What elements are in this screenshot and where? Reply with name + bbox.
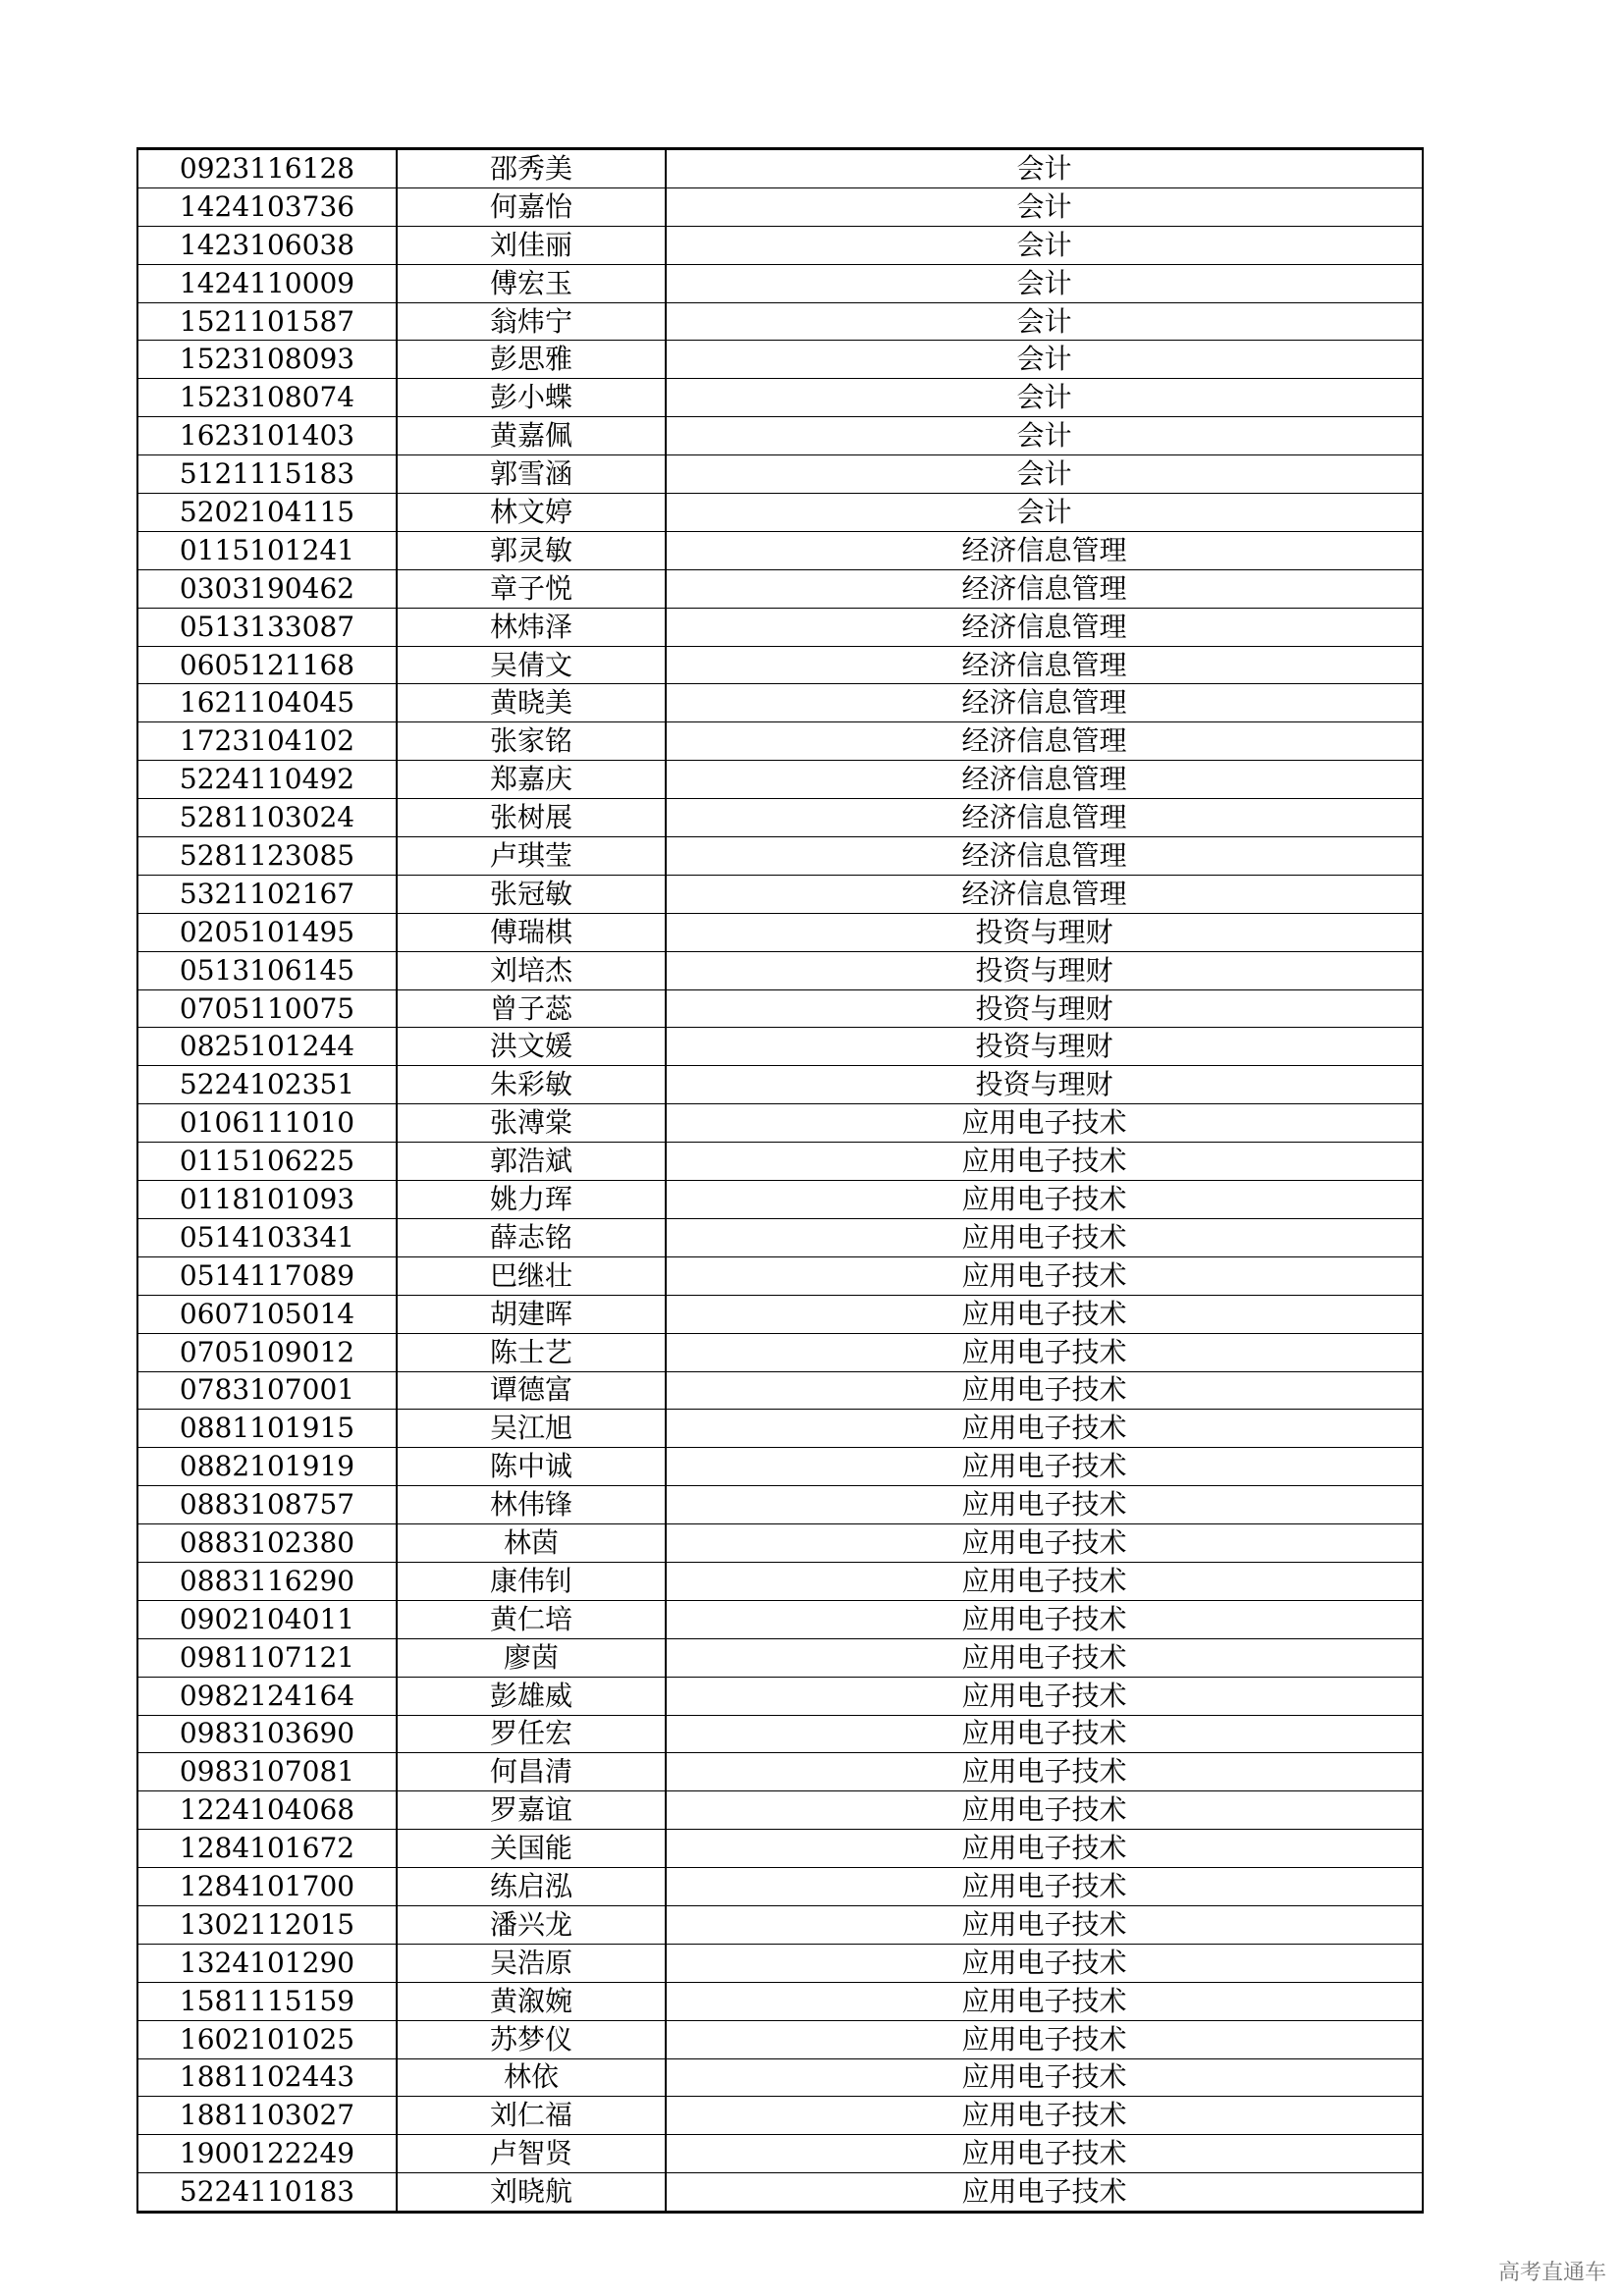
student-name-cell: 张家铭 <box>397 722 666 761</box>
student-name-cell: 吴倩文 <box>397 646 666 684</box>
exam-number-cell: 0981107121 <box>137 1638 397 1677</box>
table-row <box>137 1791 1423 1830</box>
student-name-cell: 朱彩敏 <box>397 1066 666 1104</box>
major-cell: 应用电子技术 <box>666 1944 1423 1982</box>
table-row <box>137 379 1423 417</box>
exam-number-cell: 0882101919 <box>137 1448 397 1486</box>
major-cell: 经济信息管理 <box>666 875 1423 913</box>
exam-number-cell: 0902104011 <box>137 1600 397 1638</box>
student-name-cell: 卢琪莹 <box>397 837 666 876</box>
exam-number-cell: 0705109012 <box>137 1333 397 1371</box>
major-cell: 经济信息管理 <box>666 799 1423 837</box>
major-cell: 投资与理财 <box>666 913 1423 951</box>
exam-number-cell: 0825101244 <box>137 1028 397 1066</box>
table-row <box>137 1562 1423 1600</box>
student-name-cell: 林茵 <box>397 1524 666 1563</box>
exam-number-cell: 5224110492 <box>137 761 397 799</box>
exam-number-cell: 0883108757 <box>137 1486 397 1524</box>
student-name-cell: 张溥棠 <box>397 1104 666 1143</box>
exam-number-cell: 1602101025 <box>137 2020 397 2058</box>
exam-number-cell: 0513106145 <box>137 951 397 989</box>
major-cell: 投资与理财 <box>666 989 1423 1028</box>
major-cell: 会计 <box>666 494 1423 532</box>
exam-number-cell: 5281103024 <box>137 799 397 837</box>
table-row <box>137 1143 1423 1181</box>
major-cell: 应用电子技术 <box>666 1562 1423 1600</box>
student-name-cell: 姚力珲 <box>397 1181 666 1219</box>
exam-number-cell: 0705110075 <box>137 989 397 1028</box>
major-cell: 应用电子技术 <box>666 1715 1423 1753</box>
table-row <box>137 608 1423 646</box>
table-row <box>137 1295 1423 1333</box>
exam-number-cell: 1623101403 <box>137 417 397 455</box>
student-name-cell: 傅宏玉 <box>397 264 666 302</box>
table-row <box>137 417 1423 455</box>
major-cell: 会计 <box>666 341 1423 379</box>
student-name-cell: 罗任宏 <box>397 1715 666 1753</box>
table-row <box>137 302 1423 341</box>
table-row <box>137 1218 1423 1256</box>
student-name-cell: 曾子蕊 <box>397 989 666 1028</box>
table-row <box>137 1066 1423 1104</box>
student-name-cell: 何嘉怡 <box>397 187 666 226</box>
major-cell: 应用电子技术 <box>666 1638 1423 1677</box>
exam-number-cell: 0115101241 <box>137 531 397 569</box>
exam-number-cell: 1423106038 <box>137 226 397 264</box>
student-name-cell: 傅瑞棋 <box>397 913 666 951</box>
table-row <box>137 149 1423 188</box>
student-name-cell: 林炜泽 <box>397 608 666 646</box>
student-name-cell: 康伟钊 <box>397 1562 666 1600</box>
table-row <box>137 1410 1423 1448</box>
student-name-cell: 彭小蝶 <box>397 379 666 417</box>
table-row <box>137 187 1423 226</box>
major-cell: 会计 <box>666 264 1423 302</box>
table-row <box>137 1830 1423 1868</box>
exam-number-cell: 0205101495 <box>137 913 397 951</box>
exam-number-cell: 0514103341 <box>137 1218 397 1256</box>
table-row <box>137 494 1423 532</box>
exam-number-cell: 1900122249 <box>137 2135 397 2173</box>
table-row <box>137 1868 1423 1906</box>
exam-number-cell: 5321102167 <box>137 875 397 913</box>
table-row <box>137 2097 1423 2135</box>
table-row <box>137 646 1423 684</box>
exam-number-cell: 1881103027 <box>137 2097 397 2135</box>
exam-number-cell: 5202104115 <box>137 494 397 532</box>
student-name-cell: 谭德富 <box>397 1371 666 1410</box>
table-row <box>137 2173 1423 2213</box>
student-name-cell: 刘培杰 <box>397 951 666 989</box>
major-cell: 应用电子技术 <box>666 1371 1423 1410</box>
student-name-cell: 黄晓美 <box>397 684 666 722</box>
exam-number-cell: 1621104045 <box>137 684 397 722</box>
table-row <box>137 455 1423 494</box>
major-cell: 应用电子技术 <box>666 1868 1423 1906</box>
student-name-cell: 吴江旭 <box>397 1410 666 1448</box>
major-cell: 应用电子技术 <box>666 1218 1423 1256</box>
student-name-cell: 洪文媛 <box>397 1028 666 1066</box>
exam-number-cell: 0303190462 <box>137 569 397 608</box>
major-cell: 会计 <box>666 455 1423 494</box>
student-name-cell: 陈士艺 <box>397 1333 666 1371</box>
major-cell: 应用电子技术 <box>666 1333 1423 1371</box>
admission-list-table <box>136 147 1424 2214</box>
exam-number-cell: 0607105014 <box>137 1295 397 1333</box>
table-row <box>137 341 1423 379</box>
student-name-cell: 林文婷 <box>397 494 666 532</box>
table-row <box>137 951 1423 989</box>
exam-number-cell: 1324101290 <box>137 1944 397 1982</box>
major-cell: 应用电子技术 <box>666 2058 1423 2097</box>
student-name-cell: 苏梦仪 <box>397 2020 666 2058</box>
student-name-cell: 薛志铭 <box>397 1218 666 1256</box>
table-row <box>137 1524 1423 1563</box>
major-cell: 应用电子技术 <box>666 1830 1423 1868</box>
student-name-cell: 张树展 <box>397 799 666 837</box>
student-name-cell: 卢智贤 <box>397 2135 666 2173</box>
exam-number-cell: 0783107001 <box>137 1371 397 1410</box>
major-cell: 投资与理财 <box>666 1028 1423 1066</box>
major-cell: 应用电子技术 <box>666 1410 1423 1448</box>
major-cell: 投资与理财 <box>666 951 1423 989</box>
major-cell: 应用电子技术 <box>666 2135 1423 2173</box>
table-row <box>137 722 1423 761</box>
student-name-cell: 吴浩原 <box>397 1944 666 1982</box>
major-cell: 经济信息管理 <box>666 531 1423 569</box>
exam-number-cell: 1523108074 <box>137 379 397 417</box>
table-row <box>137 875 1423 913</box>
student-name-cell: 罗嘉谊 <box>397 1791 666 1830</box>
major-cell: 经济信息管理 <box>666 569 1423 608</box>
table-row <box>137 531 1423 569</box>
table-row <box>137 1028 1423 1066</box>
major-cell: 经济信息管理 <box>666 722 1423 761</box>
student-name-cell: 巴继壮 <box>397 1256 666 1295</box>
student-name-cell: 彭思雅 <box>397 341 666 379</box>
student-name-cell: 林依 <box>397 2058 666 2097</box>
major-cell: 应用电子技术 <box>666 1104 1423 1143</box>
major-cell: 应用电子技术 <box>666 1600 1423 1638</box>
student-name-cell: 郭灵敏 <box>397 531 666 569</box>
major-cell: 经济信息管理 <box>666 646 1423 684</box>
exam-number-cell: 0514117089 <box>137 1256 397 1295</box>
major-cell: 经济信息管理 <box>666 837 1423 876</box>
exam-number-cell: 0106111010 <box>137 1104 397 1143</box>
exam-number-cell: 0115106225 <box>137 1143 397 1181</box>
exam-number-cell: 0883102380 <box>137 1524 397 1563</box>
table-row <box>137 1638 1423 1677</box>
major-cell: 应用电子技术 <box>666 1295 1423 1333</box>
major-cell: 应用电子技术 <box>666 2173 1423 2213</box>
student-name-cell: 郑嘉庆 <box>397 761 666 799</box>
exam-number-cell: 1523108093 <box>137 341 397 379</box>
table-row <box>137 1486 1423 1524</box>
student-name-cell: 黄仁培 <box>397 1600 666 1638</box>
exam-number-cell: 5224110183 <box>137 2173 397 2213</box>
student-name-cell: 翁炜宁 <box>397 302 666 341</box>
exam-number-cell: 0513133087 <box>137 608 397 646</box>
table-row <box>137 837 1423 876</box>
major-cell: 应用电子技术 <box>666 1448 1423 1486</box>
table-row <box>137 799 1423 837</box>
major-cell: 会计 <box>666 379 1423 417</box>
table-row <box>137 1905 1423 1944</box>
exam-number-cell: 0605121168 <box>137 646 397 684</box>
exam-number-cell: 5281123085 <box>137 837 397 876</box>
major-cell: 应用电子技术 <box>666 1486 1423 1524</box>
student-name-cell: 练启泓 <box>397 1868 666 1906</box>
major-cell: 应用电子技术 <box>666 1982 1423 2020</box>
table-row <box>137 264 1423 302</box>
exam-number-cell: 1284101700 <box>137 1868 397 1906</box>
table-row <box>137 1677 1423 1715</box>
table-row <box>137 761 1423 799</box>
major-cell: 应用电子技术 <box>666 2097 1423 2135</box>
exam-number-cell: 1302112015 <box>137 1905 397 1944</box>
major-cell: 会计 <box>666 226 1423 264</box>
exam-number-cell: 0983103690 <box>137 1715 397 1753</box>
student-name-cell: 张冠敏 <box>397 875 666 913</box>
table-body <box>137 149 1423 2213</box>
major-cell: 经济信息管理 <box>666 761 1423 799</box>
table-row <box>137 1181 1423 1219</box>
student-name-cell: 关国能 <box>397 1830 666 1868</box>
table-row <box>137 2135 1423 2173</box>
student-name-cell: 何昌清 <box>397 1753 666 1791</box>
major-cell: 投资与理财 <box>666 1066 1423 1104</box>
exam-number-cell: 5121115183 <box>137 455 397 494</box>
exam-number-cell: 1723104102 <box>137 722 397 761</box>
exam-number-cell: 0881101915 <box>137 1410 397 1448</box>
table-row <box>137 569 1423 608</box>
table-row <box>137 1448 1423 1486</box>
table-row <box>137 1944 1423 1982</box>
exam-number-cell: 1424103736 <box>137 187 397 226</box>
table-row <box>137 989 1423 1028</box>
exam-number-cell: 0923116128 <box>137 149 397 188</box>
exam-number-cell: 5224102351 <box>137 1066 397 1104</box>
major-cell: 应用电子技术 <box>666 1791 1423 1830</box>
table-row <box>137 1333 1423 1371</box>
major-cell: 经济信息管理 <box>666 684 1423 722</box>
exam-number-cell: 0118101093 <box>137 1181 397 1219</box>
table-row <box>137 2020 1423 2058</box>
major-cell: 应用电子技术 <box>666 1181 1423 1219</box>
exam-number-cell: 0883116290 <box>137 1562 397 1600</box>
student-name-cell: 彭雄威 <box>397 1677 666 1715</box>
major-cell: 会计 <box>666 417 1423 455</box>
student-name-cell: 胡建晖 <box>397 1295 666 1333</box>
table-row <box>137 1753 1423 1791</box>
student-name-cell: 黄溆婉 <box>397 1982 666 2020</box>
table-row <box>137 1256 1423 1295</box>
major-cell: 应用电子技术 <box>666 1256 1423 1295</box>
major-cell: 会计 <box>666 149 1423 188</box>
watermark: 高考直通车 <box>1497 2261 1606 2285</box>
student-name-cell: 郭浩斌 <box>397 1143 666 1181</box>
table-row <box>137 1982 1423 2020</box>
exam-number-cell: 1224104068 <box>137 1791 397 1830</box>
table-row <box>137 1104 1423 1143</box>
exam-number-cell: 1424110009 <box>137 264 397 302</box>
exam-number-cell: 1581115159 <box>137 1982 397 2020</box>
major-cell: 会计 <box>666 187 1423 226</box>
major-cell: 会计 <box>666 302 1423 341</box>
student-name-cell: 刘佳丽 <box>397 226 666 264</box>
exam-number-cell: 1881102443 <box>137 2058 397 2097</box>
student-name-cell: 郭雪涵 <box>397 455 666 494</box>
exam-number-cell: 1284101672 <box>137 1830 397 1868</box>
major-cell: 应用电子技术 <box>666 1143 1423 1181</box>
exam-number-cell: 1521101587 <box>137 302 397 341</box>
student-name-cell: 黄嘉佩 <box>397 417 666 455</box>
table-row <box>137 2058 1423 2097</box>
student-name-cell: 邵秀美 <box>397 149 666 188</box>
exam-number-cell: 0982124164 <box>137 1677 397 1715</box>
student-name-cell: 刘晓航 <box>397 2173 666 2213</box>
major-cell: 应用电子技术 <box>666 1905 1423 1944</box>
table-row <box>137 1371 1423 1410</box>
table-row <box>137 1600 1423 1638</box>
major-cell: 应用电子技术 <box>666 1524 1423 1563</box>
student-name-cell: 陈中诚 <box>397 1448 666 1486</box>
major-cell: 应用电子技术 <box>666 1677 1423 1715</box>
student-name-cell: 林伟锋 <box>397 1486 666 1524</box>
table-row <box>137 913 1423 951</box>
exam-number-cell: 0983107081 <box>137 1753 397 1791</box>
student-name-cell: 刘仁福 <box>397 2097 666 2135</box>
table-row <box>137 684 1423 722</box>
major-cell: 应用电子技术 <box>666 1753 1423 1791</box>
student-name-cell: 潘兴龙 <box>397 1905 666 1944</box>
table-row <box>137 226 1423 264</box>
table-row <box>137 1715 1423 1753</box>
student-name-cell: 廖茵 <box>397 1638 666 1677</box>
major-cell: 应用电子技术 <box>666 2020 1423 2058</box>
major-cell: 经济信息管理 <box>666 608 1423 646</box>
student-name-cell: 章子悦 <box>397 569 666 608</box>
